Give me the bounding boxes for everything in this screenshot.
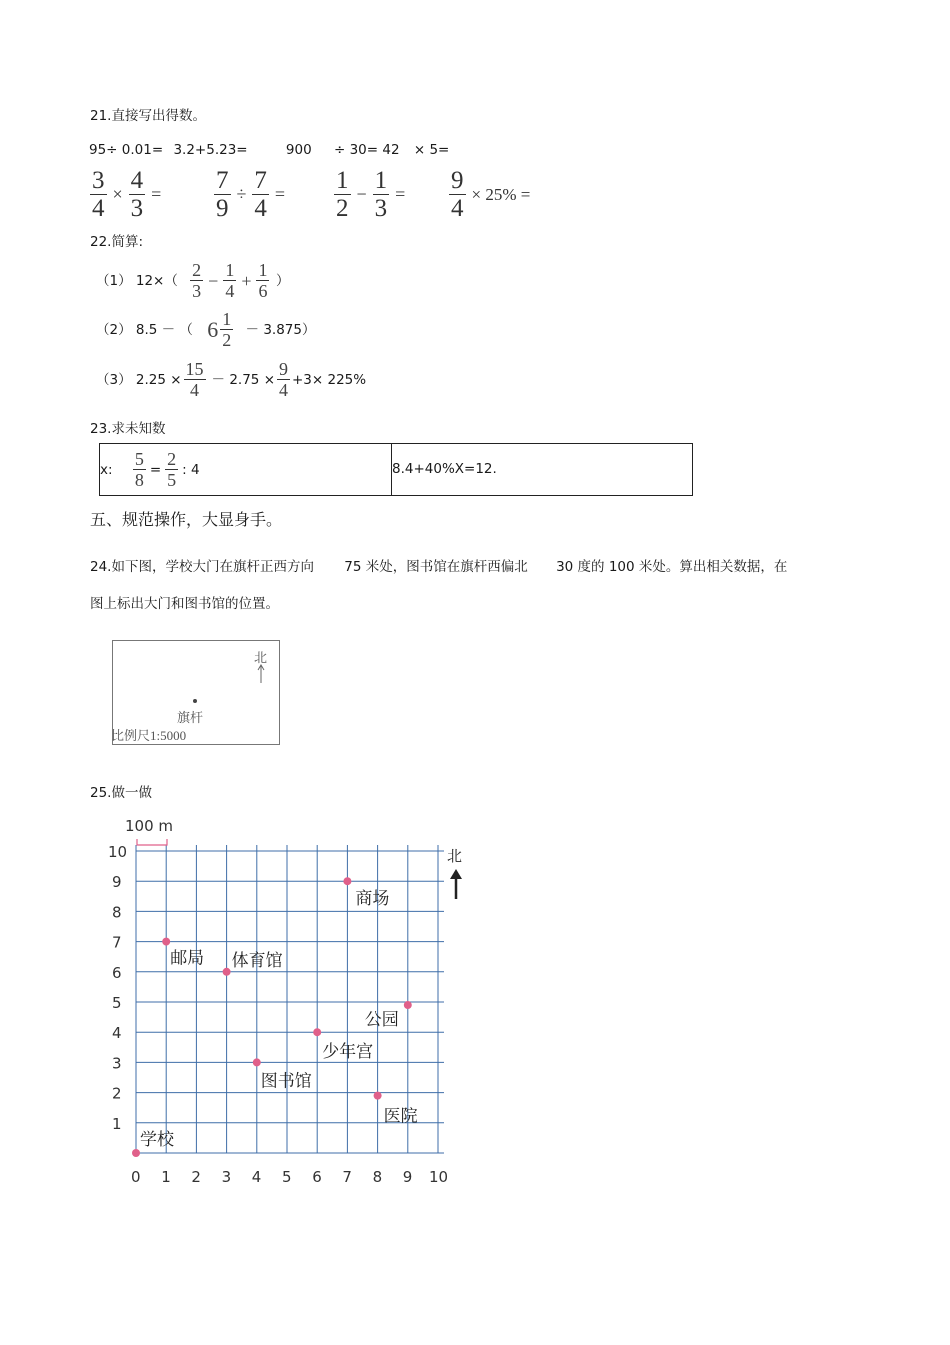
q21-item-1: 95÷ 0.01=: [89, 142, 164, 158]
fraction-denominator: 2: [336, 195, 349, 222]
fraction-denominator: 4: [451, 195, 464, 222]
fraction-denominator: 4: [190, 380, 200, 401]
fraction-denominator: 8: [134, 470, 144, 491]
place-point: [374, 1092, 382, 1100]
y-tick-label: 8: [112, 903, 122, 922]
y-tick-label: 2: [112, 1084, 122, 1103]
fraction-numerator: 3: [92, 167, 105, 194]
equation-suffix: : 4: [182, 462, 200, 478]
fraction-numerator: 1: [374, 167, 388, 194]
x-tick-label: 4: [251, 1168, 262, 1186]
fraction-denominator: 3: [192, 281, 202, 302]
x-tick-label: 8: [372, 1168, 383, 1186]
equals-sign: =: [395, 184, 406, 204]
q24-line-2: 图上标出大门和图书馆的位置。: [90, 596, 279, 612]
equals-sign: =: [149, 462, 162, 478]
x-tick-label: 7: [342, 1168, 352, 1186]
y-tick-label: 4: [112, 1024, 122, 1043]
y-tick-label: 5: [112, 994, 122, 1012]
equation-prefix: x:: [100, 462, 113, 478]
q22-part-1: [96, 259, 289, 301]
q21-expr-4: [447, 168, 534, 221]
fraction-numerator: 1: [222, 309, 232, 330]
operator: ×: [112, 184, 123, 204]
q23-title: 23.求未知数: [90, 421, 166, 437]
place-point: [162, 938, 170, 946]
fraction-numerator: 1: [225, 260, 235, 281]
mixed-number-whole: 6: [207, 317, 219, 342]
fraction-denominator: 4: [225, 281, 235, 302]
x-tick-label: 5: [282, 1168, 292, 1186]
q23-equation-table: [99, 443, 693, 496]
place-label: 图书馆: [260, 1071, 312, 1092]
place-label: 公园: [364, 1010, 399, 1031]
equals-sign: =: [274, 184, 286, 204]
scale-label: 比例尺1:5000: [111, 728, 187, 743]
part-rest: － 3.875）: [245, 322, 316, 338]
part-label: （3） 2.25 ×: [96, 372, 182, 388]
section-5-title: 五、规范操作，大显身手。: [90, 510, 283, 529]
y-axis-ticks: [108, 843, 127, 1133]
north-indicator: [447, 847, 462, 899]
flagpole-point: [193, 699, 197, 703]
q25-coordinate-map: [100, 810, 480, 1195]
q21-expr-3: [332, 168, 409, 221]
place-point: [132, 1149, 140, 1157]
fraction-denominator: 4: [254, 195, 267, 222]
x-tick-label: 2: [191, 1168, 201, 1186]
q21-item-2: 3.2+5.23=: [173, 142, 248, 158]
q21-item-4b: × 5=: [413, 142, 450, 158]
place-label: 商场: [355, 889, 390, 910]
north-label: 北: [254, 650, 268, 665]
place-label: 体育馆: [231, 950, 283, 971]
q22-part-2: [96, 308, 315, 350]
equation-2: 8.4+40%X=12.: [392, 461, 497, 477]
fraction-numerator: 1: [258, 260, 268, 281]
close-paren: ）: [275, 273, 290, 289]
operator: ÷: [236, 184, 247, 204]
q25-title: 25.做一做: [90, 785, 152, 801]
y-tick-label: 10: [108, 843, 128, 861]
fraction-numerator: 9: [451, 167, 464, 194]
q24-text-part-1: 24.如下图，学校大门在旗杆正西方向: [90, 559, 314, 575]
part-rest: +3× 225%: [292, 372, 367, 388]
fraction-numerator: 7: [216, 167, 229, 194]
place-point: [313, 1028, 321, 1036]
fraction-numerator: 4: [130, 167, 144, 194]
y-tick-label: 7: [112, 933, 122, 952]
fraction-numerator: 2: [167, 449, 177, 470]
x-axis-ticks: [131, 1168, 448, 1186]
y-tick-label: 6: [112, 963, 122, 982]
x-tick-label: 6: [312, 1168, 322, 1186]
north-arrow-icon: [450, 869, 462, 899]
fraction-denominator: 4: [92, 195, 105, 222]
place-point: [253, 1058, 261, 1066]
part-label: （1） 12×（: [96, 273, 178, 289]
fraction-numerator: 1: [336, 167, 349, 194]
part-label: （2） 8.5 － （: [96, 322, 193, 338]
q22-title: 22.简算:: [90, 234, 144, 250]
q24-text-part-2: 75 米处，图书馆在旗杆西偏北: [344, 559, 528, 575]
q21-expr-2: [212, 168, 289, 221]
fraction-numerator: 7: [254, 167, 267, 194]
fraction-denominator: 3: [374, 195, 388, 222]
y-tick-label: 3: [112, 1054, 122, 1073]
place-label: 学校: [140, 1130, 174, 1150]
x-tick-label: 9: [402, 1168, 413, 1186]
flagpole-label: 旗杆: [177, 710, 204, 725]
equals-sign: =: [151, 184, 162, 204]
fraction-denominator: 3: [130, 195, 144, 222]
fraction-numerator: 9: [279, 359, 288, 380]
place-point: [343, 877, 351, 885]
fraction-numerator: 15: [185, 359, 204, 380]
fraction-denominator: 2: [222, 330, 232, 351]
q21-row1: [89, 142, 449, 158]
fraction-denominator: 5: [167, 470, 177, 491]
fraction-numerator: 5: [134, 449, 144, 470]
operator: −: [208, 270, 219, 291]
y-tick-label: 1: [112, 1114, 122, 1133]
q21-item-3b: ÷ 30=: [333, 142, 379, 158]
place-label: 医院: [383, 1106, 418, 1127]
x-tick-label: 1: [161, 1168, 171, 1186]
operator: +: [241, 270, 252, 291]
fraction-denominator: 6: [258, 281, 268, 302]
map-places: [132, 877, 418, 1157]
q21-expr-1: [88, 168, 165, 221]
north-arrow-icon: [254, 663, 268, 685]
q21-item-3a: 900: [285, 142, 312, 158]
q22-part-3: [96, 358, 366, 400]
scale-bar: [125, 817, 173, 845]
x-tick-label: 10: [429, 1168, 449, 1186]
scale-label: 100 m: [125, 817, 174, 835]
x-tick-label: 0: [131, 1168, 141, 1186]
q24-figure: [112, 640, 280, 745]
place-point: [223, 968, 231, 976]
x-tick-label: 3: [221, 1168, 232, 1186]
place-label: 邮局: [170, 948, 205, 969]
part-middle: － 2.75 ×: [211, 372, 275, 388]
q24-text-part-3: 30 度的 100 米处。算出相关数据，在: [556, 559, 788, 575]
q24-line-1: [90, 555, 787, 575]
fraction-numerator: 2: [192, 260, 202, 281]
place-label: 少年宫: [322, 1042, 374, 1063]
place-point: [404, 1001, 412, 1009]
q23-right-cell: [392, 444, 692, 495]
percent-expression: × 25% =: [471, 184, 531, 204]
q23-left-cell: [100, 444, 392, 495]
operator: −: [356, 184, 367, 204]
north-label: 北: [447, 847, 463, 865]
q21-title: 21.直接写出得数。: [90, 108, 206, 124]
q21-item-4a: 42: [382, 142, 400, 158]
fraction-denominator: 4: [279, 380, 288, 401]
y-tick-label: 9: [112, 873, 122, 892]
fraction-denominator: 9: [216, 195, 229, 222]
